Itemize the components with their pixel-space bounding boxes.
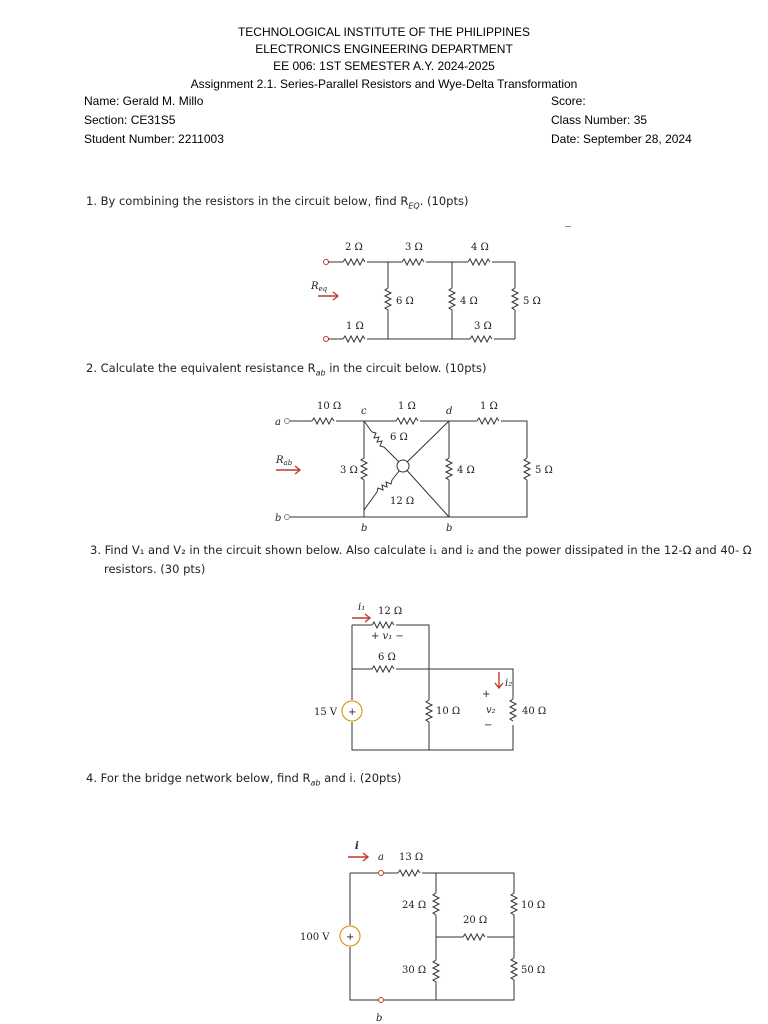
label-6ohm-f2: 6 Ω (390, 432, 408, 443)
label-30ohm: 30 Ω (402, 965, 427, 976)
i2-arrow (495, 672, 503, 688)
question-1: 1. By combining the resistors in the circuit below, find $R_{EQ}$. (10pts) (86, 194, 469, 211)
label-i2: i₂ (505, 678, 513, 689)
terminal-b-f4 (379, 998, 384, 1003)
question-2: 2. Calculate the equivalent resistance $R_{ab}$ in the circuit below. (10pts) (86, 361, 487, 378)
resistor-12ohm-f2 (377, 480, 392, 492)
question-3-line-1: 3. Find V₁ and V₂ in the circuit shown below. Also calculate i₁ and i₂ and the power dissipated in the 12-Ω and 40- Ω (90, 543, 752, 557)
label-12ohm-f2: 12 Ω (390, 496, 415, 507)
label-100v: 100 V (300, 932, 330, 943)
resistor-10ohm (312, 418, 334, 424)
label-3ohm-top: 3 Ω (405, 242, 423, 253)
figure-3-circuit (314, 602, 546, 750)
resistor-50ohm (511, 958, 517, 980)
resistor-3ohm-f2 (361, 458, 367, 480)
label-3ohm-bottom: 3 Ω (474, 321, 492, 332)
resistor-40ohm-f3 (510, 699, 516, 721)
v2-plus: + (482, 689, 491, 700)
label-15v: 15 V (314, 707, 338, 718)
label-node-a-f4: a (378, 852, 384, 863)
label-50ohm: 50 Ω (521, 965, 546, 976)
resistor-6ohm (385, 288, 391, 310)
student-number: Student Number: 2211003 (84, 132, 224, 146)
terminal-a-f4 (379, 871, 384, 876)
terminal-bottom (324, 337, 329, 342)
resistor-4ohm-f2 (446, 458, 452, 480)
date: Date: September 28, 2024 (551, 132, 692, 146)
student-section: Section: CE31S5 (84, 113, 176, 127)
label-4ohm-f2: 4 Ω (457, 465, 475, 476)
label-4ohm-top: 4 Ω (471, 242, 489, 253)
label-node-b: b (275, 513, 282, 524)
institution-title: TECHNOLOGICAL INSTITUTE OF THE PHILIPPINES (237, 25, 531, 39)
center-node (397, 460, 409, 472)
question-3-line-2: resistors. (30 pts) (104, 562, 206, 576)
label-5ohm: 5 Ω (523, 296, 541, 307)
resistor-1ohm (343, 336, 365, 342)
source-polarity: + (348, 707, 357, 718)
label-rab: $R_{ab}$ (276, 455, 293, 467)
figure-4-circuit (300, 841, 545, 1024)
label-i: i (355, 841, 359, 852)
label-node-b-f4: b (376, 1013, 383, 1024)
label-req: $R_{eq}$ (311, 281, 328, 293)
label-node-b-2: b (446, 523, 453, 534)
score-label: Score: (551, 94, 586, 108)
label-20ohm: 20 Ω (463, 915, 488, 926)
department-title: ELECTRONICS ENGINEERING DEPARTMENT (255, 42, 513, 56)
label-13ohm: 13 Ω (399, 852, 424, 863)
question-4: 4. For the bridge network below, find $R_{ab}$ and i. (20pts) (86, 771, 402, 788)
label-40ohm-f3: 40 Ω (522, 706, 547, 717)
resistor-12ohm-f3 (372, 622, 394, 628)
label-4ohm-mid: 4 Ω (460, 296, 478, 307)
label-i1: i₁ (358, 602, 366, 613)
label-10ohm-f4: 10 Ω (521, 900, 546, 911)
resistor-10ohm-f3 (426, 700, 432, 722)
assignment-title: Assignment 2.1. Series-Parallel Resistors and Wye-Delta Transformation (190, 77, 578, 91)
resistor-2ohm (343, 259, 365, 265)
terminal-a (285, 419, 290, 424)
class-number: Class Number: 35 (551, 113, 648, 127)
resistor-24ohm (433, 893, 439, 915)
label-12ohm-f3: 12 Ω (378, 606, 403, 617)
terminal-top (324, 260, 329, 265)
label-v2: v₂ (486, 705, 496, 716)
resistor-13ohm (398, 870, 420, 876)
label-1ohm-cd: 1 Ω (398, 401, 416, 412)
label-24ohm: 24 Ω (402, 900, 427, 911)
req-arrow (318, 292, 338, 300)
figure-2-circuit (275, 401, 553, 534)
resistor-1ohm-right (477, 418, 499, 424)
resistor-3ohm-top (402, 259, 424, 265)
label-node-a: a (275, 417, 281, 428)
label-1ohm: 1 Ω (346, 321, 364, 332)
resistor-1ohm-cd (396, 418, 418, 424)
rab-arrow (276, 466, 300, 474)
resistor-3ohm-bottom (470, 336, 492, 342)
label-node-c: c (361, 406, 367, 417)
label-node-d: d (446, 406, 453, 417)
resistor-10ohm-f4 (511, 893, 517, 915)
student-name: Name: Gerald M. Millo (84, 94, 204, 108)
source-polarity-f4: + (346, 932, 355, 943)
resistor-6ohm-f3 (372, 666, 394, 672)
resistor-20ohm (463, 934, 485, 940)
resistor-4ohm-mid (449, 288, 455, 310)
label-6ohm: 6 Ω (396, 296, 414, 307)
label-10ohm-f2: 10 Ω (317, 401, 342, 412)
figure-1-circuit (310, 242, 541, 342)
v2-minus: − (484, 720, 493, 731)
label-1ohm-right: 1 Ω (480, 401, 498, 412)
i1-arrow (352, 614, 370, 622)
label-5ohm-f2: 5 Ω (535, 465, 553, 476)
i-arrow (348, 853, 368, 861)
resistor-30ohm (433, 960, 439, 982)
label-node-b-1: b (361, 523, 368, 534)
resistor-5ohm (512, 288, 518, 310)
resistor-6ohm-f2 (372, 432, 384, 447)
terminal-b (285, 515, 290, 520)
label-10ohm-f3: 10 Ω (436, 706, 461, 717)
label-2ohm: 2 Ω (345, 242, 363, 253)
label-6ohm-f3: 6 Ω (378, 652, 396, 663)
resistor-5ohm-f2 (524, 458, 530, 480)
label-3ohm-f2: 3 Ω (340, 465, 358, 476)
course-title: EE 006: 1ST SEMESTER A.Y. 2024-2025 (273, 59, 495, 73)
resistor-4ohm-top (468, 259, 490, 265)
label-v1: + v₁ − (371, 631, 404, 642)
